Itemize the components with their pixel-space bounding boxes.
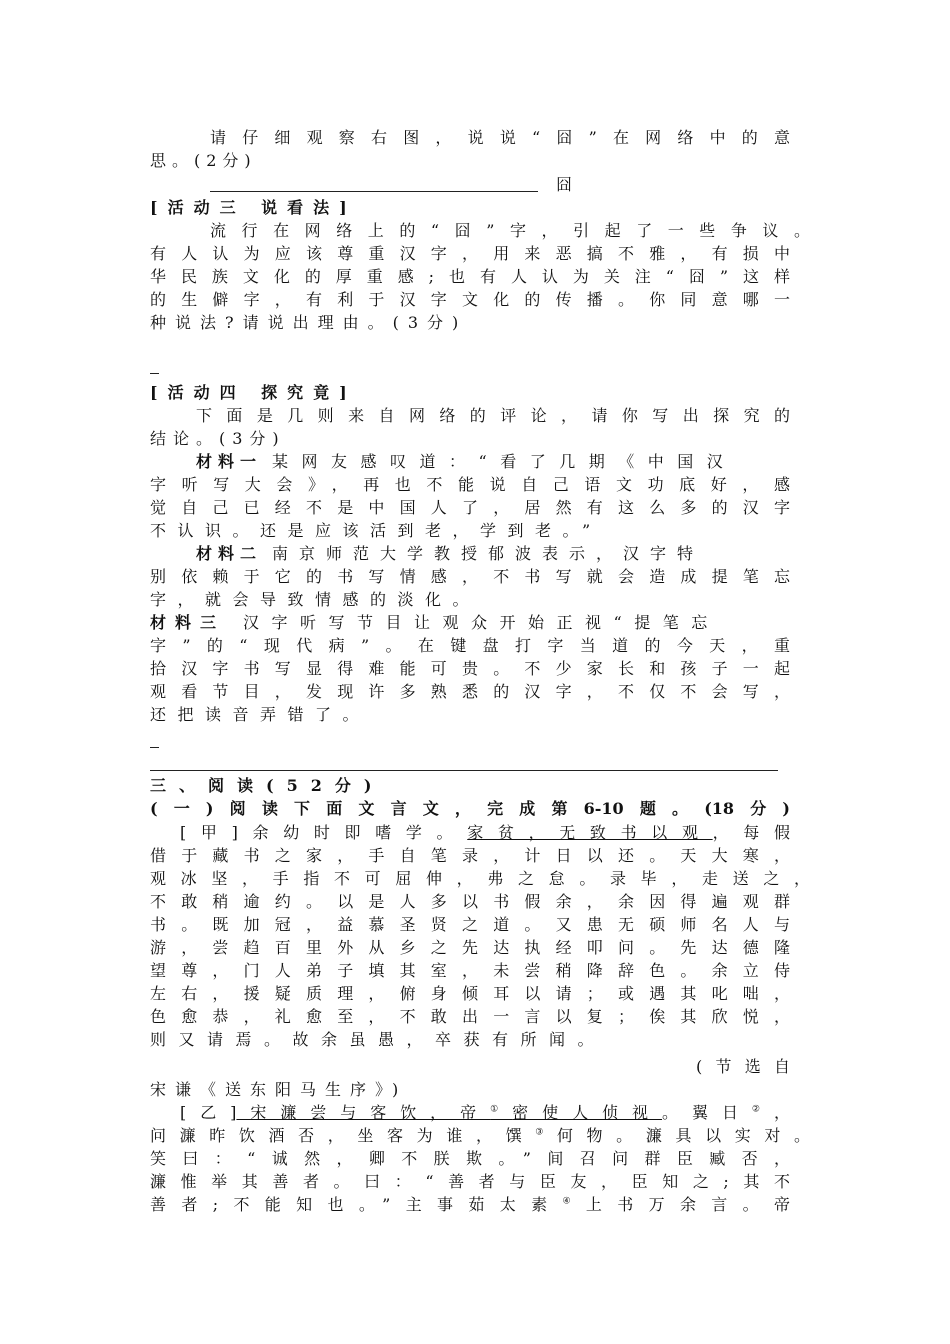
jiong-glyph: 囧 <box>556 175 573 194</box>
passage-yi-line1 <box>180 1102 790 1124</box>
material1-line: 字听写大会》，再也不能说自己语文功底好，感 <box>150 475 790 494</box>
passage-jia-label: [甲] <box>180 823 238 842</box>
material1-line: 觉自己已经不是中国人了，居然有这么多的汉字 <box>150 498 790 517</box>
passage-jia-line: 左右，援疑质理，俯身倾耳以请；或遇其叱咄， <box>150 984 790 1003</box>
material3-line: 还把读音弄错了。 <box>150 705 371 724</box>
passage-jia-line: 色愈恭，礼愈至，不敢出一言以复；俟其欣悦， <box>150 1007 790 1026</box>
passage-jia-line: 书。既加冠，益慕圣贤之道。又患无硕师名人与 <box>150 915 790 934</box>
material1-text: 某网友感叹道：“看了几期《中国汉 <box>272 452 737 471</box>
answer-dash <box>150 373 159 374</box>
activity3-line: 的生僻字，有利于汉字文化的传播。你同意哪一 <box>150 290 790 309</box>
passage-jia-line: 则又请焉。故余虽愚，卒获有所闻。 <box>150 1030 607 1049</box>
material2-line: 别依赖于它的书写情感，不书写就会造成提笔忘 <box>150 567 790 586</box>
passage-yi-line2 <box>150 1125 810 1147</box>
material2-line: 字，就会导致情感的淡化。 <box>150 590 481 609</box>
footnote-marker: ② <box>751 1104 774 1115</box>
activity3-line: 流行在网络上的“囧”字，引起了一些争议。 <box>210 221 810 240</box>
material3-line: 观看节目，发现许多熟悉的汉字，不仅不会写， <box>150 682 790 701</box>
passage-yi-text: 。翼日 <box>662 1103 752 1122</box>
activity3-title: [活动三 说看法] <box>150 198 357 217</box>
material1-line: 不认识。还是应该活到老，学到老。” <box>150 521 602 540</box>
section3-subtitle: (一)阅读下面文言文，完成第6-10题。(18分) <box>150 799 790 818</box>
passage-yi-text: 密使人侦视 <box>512 1103 663 1122</box>
passage-jia-line: 游，尝趋百里外从乡之先达执经叩问。先达德隆 <box>150 938 790 957</box>
passage-jia-line1 <box>180 822 790 844</box>
material3-first-line <box>150 612 790 634</box>
passage-jia-line: 观冰坚，手指不可屈伸，弗之怠。录毕，走送之， <box>150 869 810 888</box>
material2-text: 南京师范大学教授郁波表示，汉字特 <box>272 544 705 563</box>
material3-label: 材料三 <box>150 613 226 632</box>
passage-jia-line: 望尊，门人弟子填其室，未尝稍降辞色。余立侍 <box>150 961 790 980</box>
activity3-line: 华民族文化的厚重感;也有人认为关注“囧”这样 <box>150 267 790 286</box>
answer-dash <box>150 747 159 748</box>
activity2-question-line1: 请仔细观察右图，说说“囧”在网络中的意 <box>210 128 790 147</box>
activity4-title: [活动四 探究竟] <box>150 383 357 402</box>
passage-yi-underlined <box>236 1103 662 1122</box>
material2-label: 材料二 <box>196 544 263 563</box>
passage-jia-text: 余幼时即嗜学。 <box>237 823 468 842</box>
material3-text: 汉字听写节目让观众开始正视“提笔忘 <box>243 613 720 632</box>
activity3-line: 种说法?请说出理由。(3分) <box>150 313 468 332</box>
passage-jia-underlined: 家贫，无致书以观 <box>467 823 713 842</box>
passage-jia-text: ，每假 <box>712 823 790 842</box>
material3-line: 拾汉字书写显得难能可贵。不少家长和孩子一起 <box>150 659 790 678</box>
activity4-intro: 结论。(3分) <box>150 429 286 448</box>
passage-yi-label: [乙] <box>180 1103 237 1122</box>
footnote-marker: ① <box>490 1104 513 1115</box>
material1-label: 材料一 <box>196 452 263 471</box>
passage-jia-source: 宋谦《送东阳马生序》) <box>150 1080 408 1099</box>
material3-line: 字”的“现代病”。在键盘打字当道的今天，重 <box>150 636 790 655</box>
passage-yi-text: ， <box>773 1103 790 1122</box>
passage-jia-line: 借于藏书之家，手自笔录，计日以还。天大寒， <box>150 846 790 865</box>
footnote-marker: ③ <box>535 1127 557 1138</box>
passage-jia-line: 不敢稍逾约。以是人多以书假余，余因得遍观群 <box>150 892 790 911</box>
passage-yi-text: 何物。濂具以实对。 <box>556 1126 810 1145</box>
passage-yi-text: 上书万余言。帝 <box>585 1195 790 1214</box>
passage-yi-line: 濂惟举其善者。曰：“善者与臣友，臣知之;其不 <box>150 1172 790 1191</box>
footnote-marker: ④ <box>562 1196 586 1207</box>
passage-yi-text: 问濂昨饮酒否，坐客为谁，馔 <box>150 1126 536 1145</box>
passage-yi-text: 宋濂尝与客饮，帝 <box>236 1103 491 1122</box>
passage-yi-line5 <box>150 1194 790 1216</box>
passage-jia-source: (节选自 <box>696 1057 790 1076</box>
passage-yi-text: 善者;不能知也。”主事茹太素 <box>150 1195 563 1214</box>
section-divider <box>150 770 778 771</box>
answer-line <box>210 191 538 192</box>
activity3-line: 有人认为应该尊重汉字，用来恶搞不雅，有损中 <box>150 244 790 263</box>
section3-title: 三、阅读(52分) <box>150 776 385 795</box>
material2-first-line <box>196 543 790 565</box>
activity2-question-line2: 思。(2分) <box>150 151 257 170</box>
activity4-intro: 下面是几则来自网络的评论，请你写出探究的 <box>196 406 790 425</box>
passage-yi-line: 笑曰：“诚然，卿不朕欺。”间召问群臣臧否， <box>150 1149 790 1168</box>
material1-first-line <box>196 451 790 473</box>
